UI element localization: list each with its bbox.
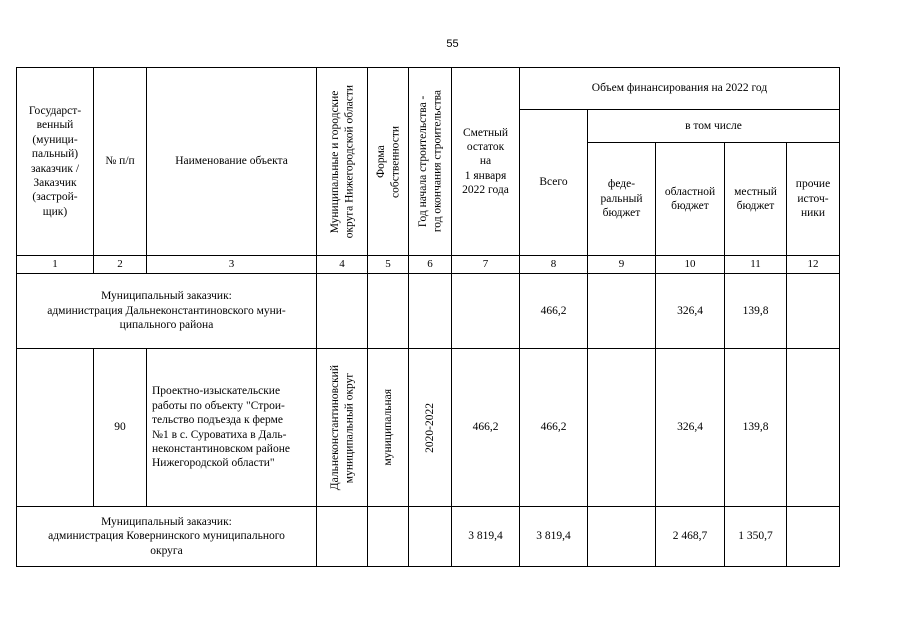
column-number: 4 — [317, 256, 368, 274]
federal-cell — [588, 274, 656, 349]
header-object-name: Наименование объекта — [147, 68, 317, 256]
customer-cell: Муниципальный заказчик: администрация Дальнеконстантиновского муни- ципального района — [17, 274, 317, 349]
column-number: 7 — [452, 256, 520, 274]
regional-cell: 326,4 — [656, 274, 725, 349]
column-number: 9 — [588, 256, 656, 274]
column-number: 10 — [656, 256, 725, 274]
local-cell: 1 350,7 — [725, 507, 787, 567]
other-cell — [787, 274, 840, 349]
municipality-cell — [317, 274, 368, 349]
municipality-cell — [317, 507, 368, 567]
header-financing: Объем финансирования на 2022 год — [520, 68, 840, 110]
other-cell — [787, 507, 840, 567]
column-number: 11 — [725, 256, 787, 274]
header-total: Всего — [520, 110, 588, 256]
column-number: 12 — [787, 256, 840, 274]
municipality-cell: Дальнеконстантиновский муниципальный округ — [317, 349, 368, 507]
customer-cell: Муниципальный заказчик: администрация Ковернинского муниципального округа — [17, 507, 317, 567]
years-cell — [409, 274, 452, 349]
estimate-cell — [452, 274, 520, 349]
header-including: в том числе — [588, 110, 840, 143]
column-number-row — [17, 256, 840, 274]
total-cell: 466,2 — [520, 349, 588, 507]
years-cell: 2020-2022 — [409, 349, 452, 507]
ownership-cell: муниципальная — [368, 349, 409, 507]
column-number: 1 — [17, 256, 94, 274]
table-row — [17, 274, 840, 349]
total-cell: 466,2 — [520, 274, 588, 349]
other-cell — [787, 349, 840, 507]
header-federal: феде- ральный бюджет — [588, 143, 656, 256]
column-number: 3 — [147, 256, 317, 274]
federal-cell — [588, 349, 656, 507]
regional-cell: 326,4 — [656, 349, 725, 507]
header-regional: областной бюджет — [656, 143, 725, 256]
header-ownership: Форма собственности — [368, 68, 409, 256]
estimate-cell: 3 819,4 — [452, 507, 520, 567]
regional-cell: 2 468,7 — [656, 507, 725, 567]
local-cell: 139,8 — [725, 274, 787, 349]
ownership-cell — [368, 274, 409, 349]
num-cell: 90 — [94, 349, 147, 507]
column-number: 6 — [409, 256, 452, 274]
header-municipality: Муниципальные и городские округа Нижегородской области — [317, 68, 368, 256]
header-other: прочие источ- ники — [787, 143, 840, 256]
object-name-cell: Проектно-изыскательские работы по объекту "Строи- тельство подъезда к ферме №1 в с. Суроватиха в Даль- неконстантиновском районе Нижегородской области" — [147, 349, 317, 507]
column-number: 5 — [368, 256, 409, 274]
header-num: № п/п — [94, 68, 147, 256]
page-number: 55 — [446, 38, 459, 50]
table-row — [17, 349, 840, 507]
table-row — [17, 507, 840, 567]
header-local: местный бюджет — [725, 143, 787, 256]
financing-table — [16, 67, 840, 567]
ownership-cell — [368, 507, 409, 567]
years-cell — [409, 507, 452, 567]
header-customer: Государст- венный (муници- пальный) заказчик / Заказчик (застрой- щик) — [17, 68, 94, 256]
customer-cell — [17, 349, 94, 507]
estimate-cell: 466,2 — [452, 349, 520, 507]
column-number: 2 — [94, 256, 147, 274]
header-estimate: Сметный остаток на 1 января 2022 года — [452, 68, 520, 256]
column-number: 8 — [520, 256, 588, 274]
federal-cell — [588, 507, 656, 567]
total-cell: 3 819,4 — [520, 507, 588, 567]
local-cell: 139,8 — [725, 349, 787, 507]
header-years: Год начала строительства - год окончания строительства — [409, 68, 452, 256]
